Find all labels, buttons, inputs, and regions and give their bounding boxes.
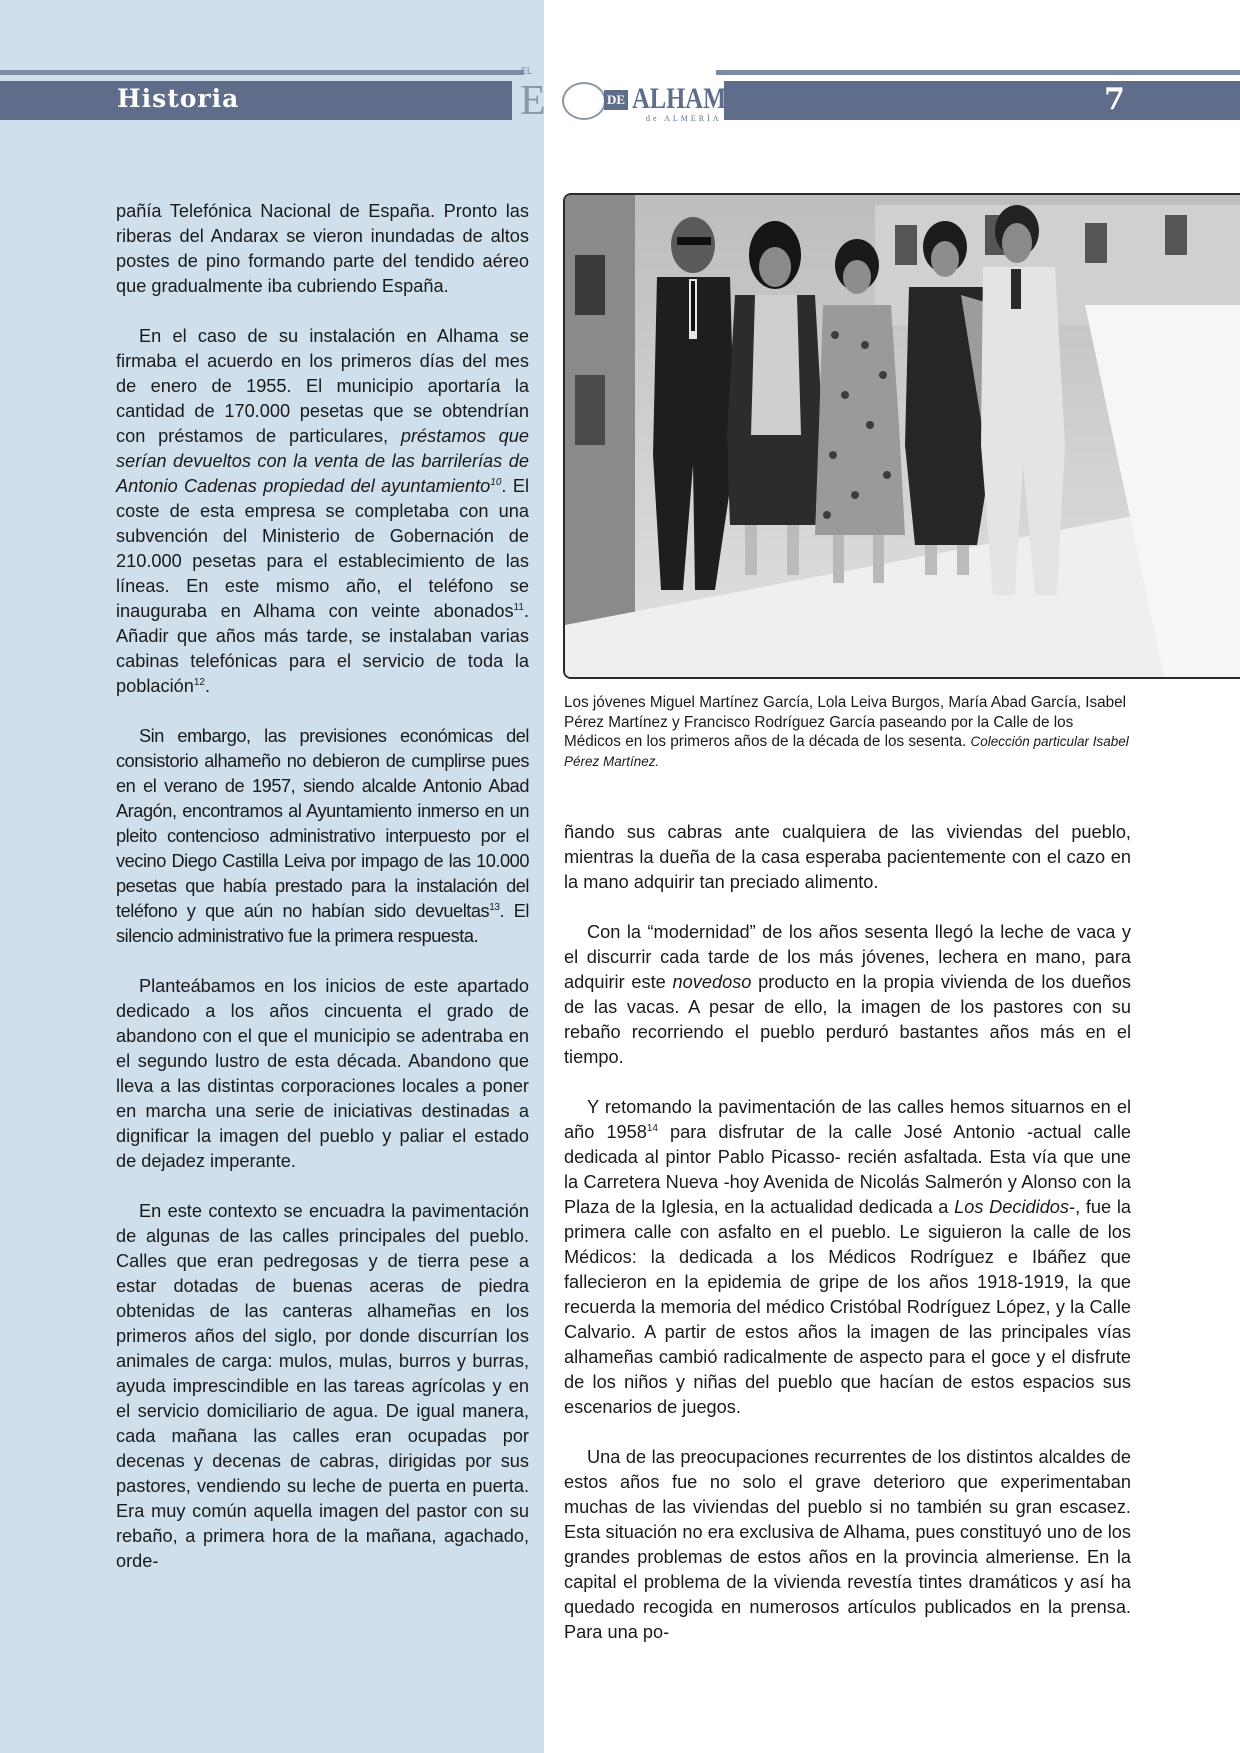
paragraph: Con la “modernidad” de los años sesenta llegó la leche de vaca y el discurrir cada tarde de los más jóvenes, lechera en mano, para adquirir este novedoso producto en la propia vivienda de los dueños de las vacas. A pesar de ello, la imagen de los pastores con su rebaño recorriendo el pueblo perduró bastantes años más en el tiempo. <box>564 922 1131 1067</box>
header-band-right <box>724 81 1240 120</box>
header-band-left <box>0 81 512 120</box>
header-rule-left <box>0 70 524 75</box>
paragraph: Una de las preocupaciones recurrentes de los distintos alcaldes de estos años fue no solo el grave deterioro que experimentaban muchas de las viviendas del pueblo si no también su gran escasez. Esta situación no era exclusiva de Alhama, pues constituyó uno de los grandes problemas de estos años en la provincia almeriense. En la capital el problema de la vivienda revestía tintes dramáticos y así ha quedado recogida en numerosos artículos publicados en la prensa. Para una po- <box>564 1447 1131 1642</box>
logo-eco-letter: E <box>520 78 546 124</box>
paragraph: pañía Telefónica Nacional de España. Pronto las riberas del Andarax se vieron inundadas de altos postes de pino formando parte del tendido aéreo que gradualmente iba cubriendo España. <box>116 201 529 296</box>
paragraph: Planteábamos en los inicios de este apartado dedicado a los años cincuenta el grado de abandono con el que el municipio se adentraba en el segundo lustro de esta década. Abandono que lleva a las distintas corporaciones locales a poner en marcha una serie de iniciativas destinadas a dignificar la imagen del pueblo y paliar el estado de dejadez imperante. <box>116 976 529 1171</box>
paragraph: ñando sus cabras ante cualquiera de las viviendas del pueblo, mientras la dueña de la casa esperaba pacientemente con el cazo en la mano adquirir tan preciado alimento. <box>564 822 1131 892</box>
right-text-column <box>564 820 1131 1645</box>
paragraph: En este contexto se encuadra la pavimentación de algunas de las calles principales del pueblo. Calles que eran pedregosas y de tierra pese a estar dotadas de buenas aceras de piedra obtenidas de las canteras alhameñas en los primeros años del siglo, por donde discurrían los animales de carga: mulos, mulas, burros y burras, ayuda imprescindible en las tareas agrícolas y en el servicio domiciliario de agua. De igual manera, cada mañana las calles eran ocupadas por decenas y decenas de cabras, dirigidas por sus pastores, vendiendo su leche de puerta en puerta. Era muy común aquella imagen del pastor con su rebaño, a primera hora de la mañana, agachado, orde- <box>116 1201 529 1571</box>
logo-de-badge: DE <box>604 90 628 110</box>
section-title: Historia <box>117 84 240 113</box>
logo-subtitle: de ALMERÍA <box>646 114 722 123</box>
caption-text: Los jóvenes Miguel Martínez García, Lola Leiva Burgos, María Abad García, Isabel Pérez Martínez y Francisco Rodríguez García paseando por la Calle de los Médicos en los primeros años de la década de los sesenta. <box>564 694 1127 750</box>
historical-photo <box>563 193 1240 679</box>
logo-ring-icon <box>562 82 606 120</box>
paragraph: Y retomando la pavimentación de las calles hemos situarnos en el año 1958$^{14}$ para disfrutar de la calle José Antonio -actual calle dedicada al pintor Pablo Picasso- recién asfaltada. Esta vía que une la Carretera Nueva -hoy Avenida de Nicolás Salmerón y Alonso con la Plaza de la Iglesia, en la actualidad dedicada a Los Decididos-, fue la primera calle con asfalto en el pueblo. Le siguieron la calle de los Médicos: la dedicada a los Médicos Rodríguez e Ibáñez que fallecieron en la epidemia de gripe de los años 1918-1919, la que recuerda la memoria del médico Cristóbal Rodríguez López, y la Calle Calvario. A partir de estos años la imagen de las principales vías alhameñas cambió radicalmente de aspecto para el goce y el disfrute de los niños y niñas del pueblo que hacían de estos espacios sus escenarios de juegos. <box>564 1097 1132 1417</box>
photo-illustration <box>565 195 1240 679</box>
page-number: 7 <box>1104 82 1125 117</box>
paragraph: En el caso de su instalación en Alhama se firmaba el acuerdo en los primeros días del mes de enero de 1955. El municipio aportaría la cantidad de 170.000 pesetas que se obtendrían con préstamos de particulares, préstamos que serían devueltos con la venta de las barrilerías de Antonio Cadenas propiedad del ayuntamiento$^{10}$. El coste de esta empresa se completaba con una subvención del Ministerio de Gobernación de 210.000 pesetas para el establecimiento de las líneas. En este mismo año, el teléfono se inauguraba en Alhama con veinte abonados$^{11}$. Añadir que años más tarde, se instalaban varias cabinas telefónicas para el servicio de toda la población$^{12}$. <box>116 326 530 696</box>
paragraph: Sin embargo, las previsiones económicas del consistorio alhameño no debieron de cumplirse pues en el verano de 1957, siendo alcalde Antonio Abad Aragón, encontramos al Ayuntamiento inmerso en un pleito contencioso administrativo interpuesto por el vecino Diego Castilla Leiva por impago de las 10.000 pesetas que había prestado para la instalación del teléfono y que aún no habían sido devueltas$^{13}$. El silencio administrativo fue la primera respuesta. <box>116 726 529 946</box>
magazine-logo <box>518 62 745 124</box>
caption-credit: Colección particular Isabel Pérez Martínez. <box>564 734 1129 769</box>
left-text-column <box>116 199 529 1574</box>
logo-el-text: EL <box>521 66 533 76</box>
photo-caption <box>564 693 1132 771</box>
logo-alhama-text: ALHAMA <box>632 82 745 115</box>
header-rule-right <box>716 70 1240 75</box>
